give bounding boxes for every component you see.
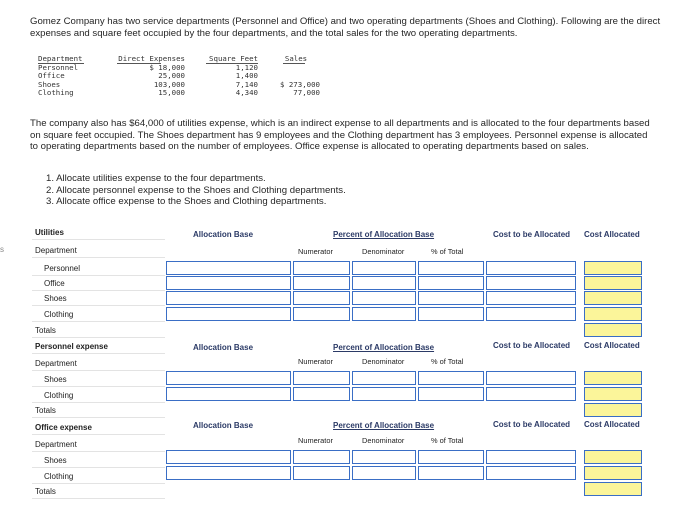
header-pct-total: % of Total xyxy=(431,357,464,366)
header-cost-allocated: Cost Allocated xyxy=(584,420,640,429)
sales-column xyxy=(272,55,320,98)
cost-to-allocate-input[interactable] xyxy=(486,466,576,480)
alloc-base-input[interactable] xyxy=(166,261,291,275)
office-title: Office expense xyxy=(32,421,165,435)
row-label-office: Office xyxy=(32,277,165,291)
pct-total-input[interactable] xyxy=(418,371,484,385)
cell-sqft: 1,400 xyxy=(235,71,258,81)
cell-expenses: 103,000 xyxy=(153,79,185,89)
row-label-totals: Totals xyxy=(32,324,165,338)
cost-to-allocate-input[interactable] xyxy=(486,307,576,321)
cost-to-allocate-input[interactable] xyxy=(486,387,576,401)
cost-allocated-output xyxy=(584,276,642,290)
header-allocation-base: Allocation Base xyxy=(193,230,254,239)
pct-total-input[interactable] xyxy=(418,291,484,305)
cost-allocated-output xyxy=(584,450,642,464)
cost-allocated-output xyxy=(584,466,642,480)
task-list xyxy=(46,173,446,208)
cell-dept: Office xyxy=(38,71,65,81)
row-label-totals: Totals xyxy=(32,404,165,418)
cell-expenses: 25,000 xyxy=(158,71,185,81)
row-label-personnel: Personnel xyxy=(32,262,165,276)
cell-dept: Shoes xyxy=(38,79,61,89)
denominator-input[interactable] xyxy=(352,261,416,275)
dept-label: Department xyxy=(32,357,165,371)
numerator-input[interactable] xyxy=(293,371,350,385)
dept-label: Department xyxy=(32,244,165,258)
denominator-input[interactable] xyxy=(352,307,416,321)
numerator-input[interactable] xyxy=(293,387,350,401)
row-label-clothing: Clothing xyxy=(32,470,165,484)
cost-to-allocate-input[interactable] xyxy=(486,261,576,275)
cost-allocated-output xyxy=(584,291,642,305)
problem-paragraph: The company also has $64,000 of utilities expense, which is an indirect expense to all departments and is allocated to the four departments based on square feet occupied. The Shoes department has 9 employees and the Clothing department has 3 employees. Personnel expense is allocated to operating departments based on the number of employees. Office expense is allocated to operating departments based on sales. xyxy=(30,118,650,152)
header-denominator: Denominator xyxy=(362,247,405,256)
cost-allocated-total-output xyxy=(584,323,642,337)
dept-column xyxy=(38,55,83,98)
header-percent-of-base: Percent of Allocation Base xyxy=(333,421,435,430)
numerator-input[interactable] xyxy=(293,276,350,290)
row-label-clothing: Clothing xyxy=(32,389,165,403)
header-denominator: Denominator xyxy=(362,436,405,445)
cost-to-allocate-input[interactable] xyxy=(486,450,576,464)
header-denominator: Denominator xyxy=(362,357,405,366)
denominator-input[interactable] xyxy=(352,466,416,480)
pct-total-input[interactable] xyxy=(418,450,484,464)
cell-sales: 77,000 xyxy=(293,88,320,98)
header-allocation-base: Allocation Base xyxy=(193,421,254,430)
task-item: 3. Allocate office expense to the Shoes and Clothing departments. xyxy=(46,196,327,207)
sqft-column xyxy=(206,55,258,98)
pct-total-input[interactable] xyxy=(418,387,484,401)
denominator-input[interactable] xyxy=(352,450,416,464)
pct-total-input[interactable] xyxy=(418,276,484,290)
denominator-input[interactable] xyxy=(352,276,416,290)
cost-allocated-total-output xyxy=(584,482,642,496)
task-item: 2. Allocate personnel expense to the Shoes and Clothing departments. xyxy=(46,184,346,196)
cell-sqft: 7,140 xyxy=(235,79,258,89)
alloc-base-input[interactable] xyxy=(166,387,291,401)
numerator-input[interactable] xyxy=(293,261,350,275)
header-sales: Sales xyxy=(284,54,308,63)
cell-sqft: 1,120 xyxy=(235,62,258,72)
row-label-clothing: Clothing xyxy=(32,308,165,322)
cell-sales: $ 273,000 xyxy=(279,79,320,89)
header-square-feet: Square Feet xyxy=(209,54,258,63)
cost-allocated-output xyxy=(584,371,642,385)
cell-sales xyxy=(272,64,320,73)
header-cost-to-be-allocated: Cost to be Allocated xyxy=(493,420,571,429)
header-percent-of-base: Percent of Allocation Base xyxy=(333,343,435,352)
dept-label: Department xyxy=(32,438,165,452)
cost-allocated-output xyxy=(584,261,642,275)
cost-to-allocate-input[interactable] xyxy=(486,371,576,385)
numerator-input[interactable] xyxy=(293,450,350,464)
header-cost-allocated: Cost Allocated xyxy=(584,341,640,350)
header-numerator: Numerator xyxy=(298,436,333,445)
denominator-input[interactable] xyxy=(352,291,416,305)
task-item: 1. Allocate utilities expense to the four departments. xyxy=(46,173,266,184)
header-percent-of-base: Percent of Allocation Base xyxy=(333,230,435,239)
problem-intro: Gomez Company has two service departments (Personnel and Office) and two operating departments (Shoes and Clothing). Following are the direct expenses and square feet occupied by the four departments, and the total sales for the two operating departments. xyxy=(30,16,661,39)
cost-allocated-output xyxy=(584,307,642,321)
alloc-base-input[interactable] xyxy=(166,466,291,480)
alloc-base-input[interactable] xyxy=(166,276,291,290)
header-cost-allocated: Cost Allocated xyxy=(584,230,640,239)
row-label-shoes: Shoes xyxy=(32,292,165,306)
numerator-input[interactable] xyxy=(293,466,350,480)
cost-to-allocate-input[interactable] xyxy=(486,276,576,290)
pct-total-input[interactable] xyxy=(418,307,484,321)
row-label-shoes: Shoes xyxy=(32,454,165,468)
header-cost-to-be-allocated: Cost to be Allocated xyxy=(493,230,571,239)
allocation-worksheet xyxy=(32,224,671,508)
cost-allocated-total-output xyxy=(584,403,642,417)
denominator-input[interactable] xyxy=(352,371,416,385)
cell-sqft: 4,340 xyxy=(235,88,258,98)
row-label-totals: Totals xyxy=(32,485,165,499)
pct-total-input[interactable] xyxy=(418,466,484,480)
edge-mark: s xyxy=(0,245,4,254)
cell-dept: Clothing xyxy=(38,88,74,98)
header-pct-total: % of Total xyxy=(431,436,464,445)
expenses-column xyxy=(117,55,185,98)
cell-expenses: $ 18,000 xyxy=(149,62,185,72)
numerator-input[interactable] xyxy=(293,307,350,321)
numerator-input[interactable] xyxy=(293,291,350,305)
cell-expenses: 15,000 xyxy=(158,88,185,98)
cell-dept: Personnel xyxy=(38,62,79,72)
header-pct-total: % of Total xyxy=(431,247,464,256)
cost-to-allocate-input[interactable] xyxy=(486,291,576,305)
header-direct-expenses: Direct Expenses xyxy=(118,54,185,63)
pct-total-input[interactable] xyxy=(418,261,484,275)
header-department: Department xyxy=(38,54,83,63)
alloc-base-input[interactable] xyxy=(166,450,291,464)
alloc-base-input[interactable] xyxy=(166,307,291,321)
personnel-title: Personnel expense xyxy=(32,340,165,354)
cost-allocated-output xyxy=(584,387,642,401)
row-label-shoes: Shoes xyxy=(32,373,165,387)
denominator-input[interactable] xyxy=(352,387,416,401)
alloc-base-input[interactable] xyxy=(166,371,291,385)
utilities-title: Utilities xyxy=(32,226,165,240)
header-numerator: Numerator xyxy=(298,357,333,366)
alloc-base-input[interactable] xyxy=(166,291,291,305)
header-cost-to-be-allocated: Cost to be Allocated xyxy=(493,341,571,350)
header-allocation-base: Allocation Base xyxy=(193,343,254,352)
header-numerator: Numerator xyxy=(298,247,333,256)
